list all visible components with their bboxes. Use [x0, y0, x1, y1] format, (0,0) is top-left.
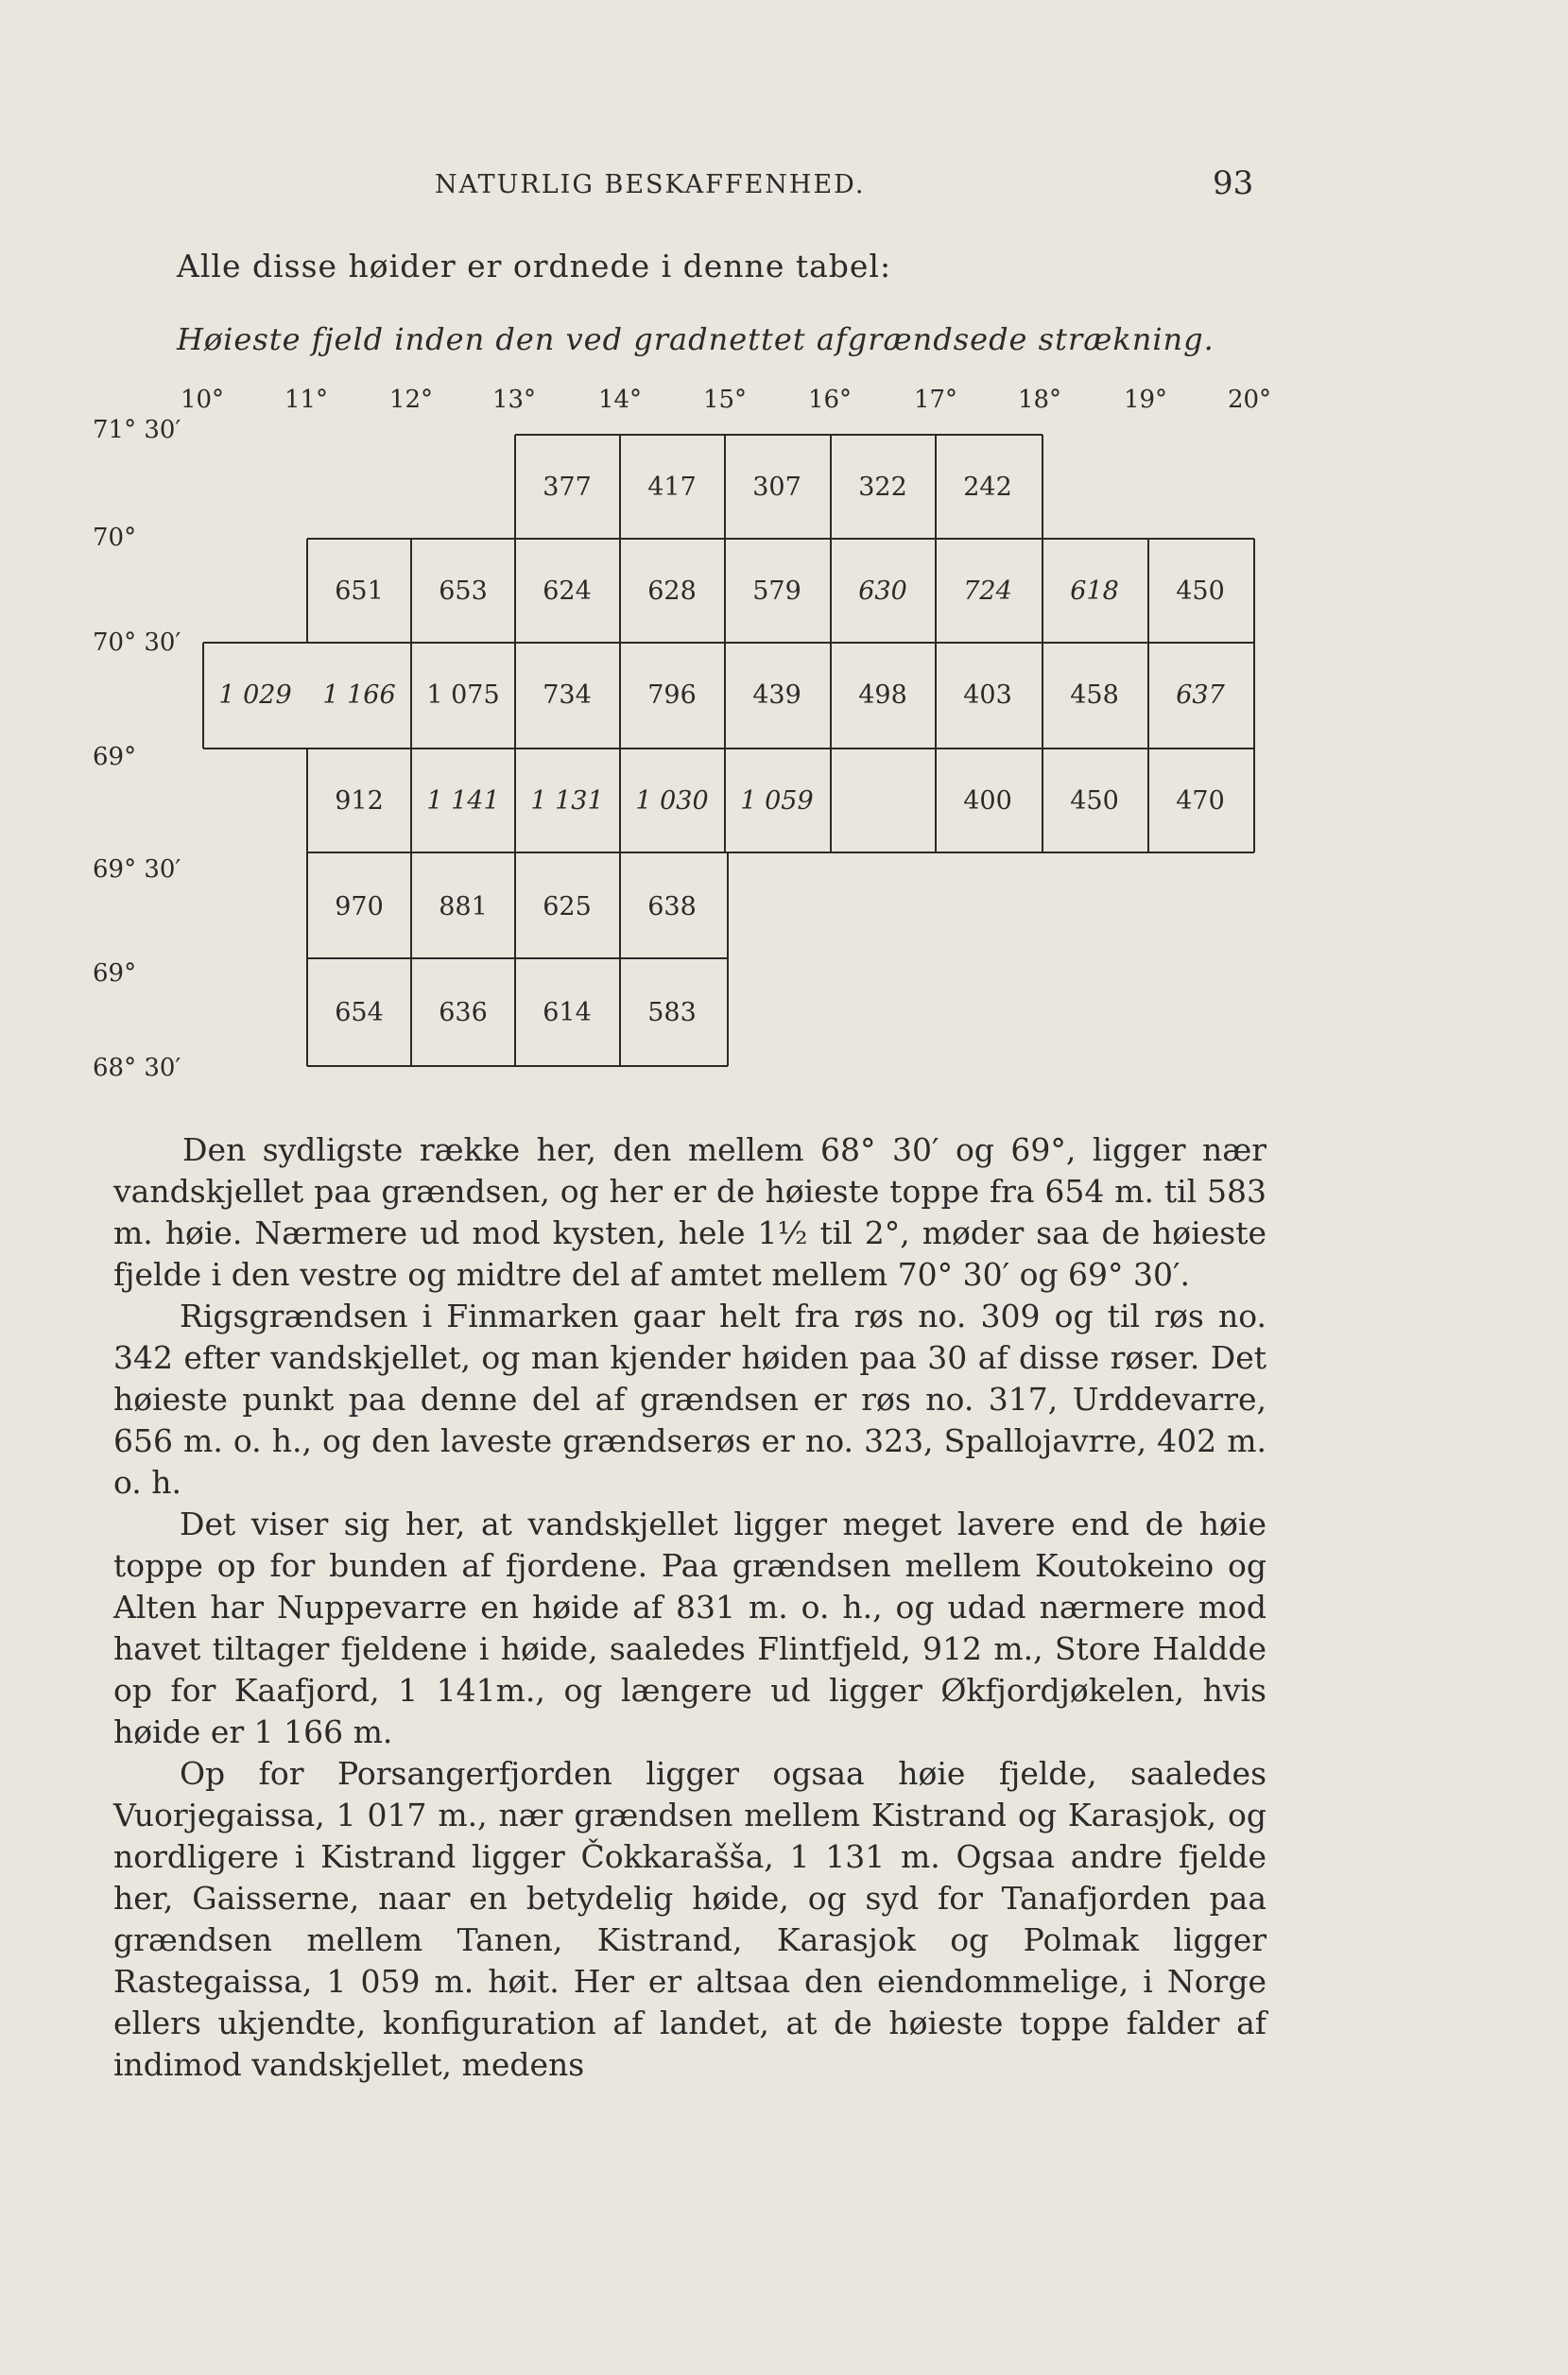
- table-cell: 638: [647, 891, 697, 921]
- table-cell: 307: [752, 472, 801, 502]
- lon-label: 10°: [180, 386, 225, 414]
- table-cell: 403: [963, 680, 1012, 710]
- lat-label: 68° 30′: [93, 1054, 181, 1082]
- lon-label: 15°: [702, 386, 748, 414]
- table-cell: 242: [963, 472, 1012, 502]
- table-cell: 624: [543, 576, 592, 606]
- table-caption: Høieste fjeld inden den ved gradnettet afgrændsede strækning.: [177, 321, 1215, 357]
- table-cell: 970: [335, 891, 384, 921]
- table-cell: 450: [1176, 576, 1225, 606]
- table-cell: 881: [439, 891, 488, 921]
- lat-label: 69°: [93, 743, 137, 771]
- table-cell: 1 059: [740, 785, 814, 816]
- lat-label: 71° 30′: [93, 416, 181, 444]
- table-cell: 618: [1070, 576, 1119, 606]
- table-cell: 651: [335, 576, 384, 606]
- body-text: [113, 1129, 1266, 2086]
- table-cell: 1 030: [635, 785, 709, 816]
- table-cell: 498: [858, 680, 907, 710]
- lat-label: 70°: [93, 524, 137, 552]
- intro-line: Alle disse høider er ordnede i denne tabel:: [177, 248, 892, 284]
- lat-label: 70° 30′: [93, 628, 181, 657]
- table-cell: 796: [647, 680, 697, 710]
- page-number: 93: [1213, 164, 1254, 202]
- paragraph: Det viser sig her, at vandskjellet ligger meget lavere end de høie toppe op for bunden af fjordene. Paa grændsen mellem Koutokeino og Alten har Nuppevarre en høide af 831 m. o. h., og udad nærmere mod havet tiltager fjeldene i høide, saaledes Flintfjeld, 912 m., Store Haldde op for Kaafjord, 1 141m., og længere ud ligger Økfjordjøkelen, hvis høide er 1 166 m.: [113, 1506, 1266, 1750]
- table-cell: 400: [963, 785, 1012, 816]
- paragraph: Op for Porsangerfjorden ligger ogsaa høie fjelde, saaledes Vuorjegaissa, 1 017 m., nær grændsen mellem Kistrand og Karasjok, og nordligere i Kistrand ligger Čokkarašša, 1 131 m. Ogsaa andre fjelde her, Gaisserne, naar en betydelig høide, og syd for Tanafjorden paa grændsen mellem Tanen, Kistrand, Karasjok og Polmak ligger Rastegaissa, 1 059 m. høit. Her er altsaa den eiendommelige, i Norge ellers ukjendte, konfiguration af landet, at de høieste toppe falder af indimod vandskjellet, medens: [113, 1755, 1266, 2083]
- lon-label: 17°: [913, 386, 958, 414]
- table-cell: 439: [752, 680, 801, 710]
- table-cell: 654: [335, 997, 384, 1027]
- table-cell: 724: [963, 576, 1012, 606]
- paragraph: Rigsgrændsen i Finmarken gaar helt fra røs no. 309 og til røs no. 342 efter vandskjellet, og man kjender høiden paa 30 af disse røser. Det høieste punkt paa denne del af grændsen er røs no. 317, Urddevarre, 656 m. o. h., og den laveste grændserøs er no. 323, Spallojavrre, 402 m. o. h.: [113, 1298, 1266, 1501]
- table-cell: 1 131: [530, 785, 604, 816]
- table-cell: 637: [1176, 680, 1225, 710]
- table-cell: 636: [439, 997, 488, 1027]
- lon-label: 19°: [1123, 386, 1168, 414]
- running-head: NATURLIG BESKAFFENHED.: [435, 170, 866, 199]
- lon-label: 14°: [597, 386, 643, 414]
- table-cell: 912: [335, 785, 384, 816]
- table-cell: 579: [752, 576, 801, 606]
- lon-label: 13°: [491, 386, 537, 414]
- lat-label: 69°: [93, 959, 137, 988]
- table-cell: [831, 749, 935, 852]
- table-cell: 458: [1070, 680, 1119, 710]
- table-cell: 1 166: [322, 680, 396, 710]
- lon-label: 20°: [1227, 386, 1272, 414]
- table-cell: 734: [543, 680, 592, 710]
- lon-label: 18°: [1017, 386, 1062, 414]
- lon-label: 16°: [807, 386, 853, 414]
- table-cell: 417: [647, 472, 697, 502]
- table-cell: 450: [1070, 785, 1119, 816]
- table-cell: 653: [439, 576, 488, 606]
- lon-label: 11°: [284, 386, 329, 414]
- table-cell: 630: [858, 576, 907, 606]
- table-cell: 1 141: [426, 785, 500, 816]
- table-cell: 628: [647, 576, 697, 606]
- table-cell: 1 029: [218, 680, 292, 710]
- table-cell: 377: [543, 472, 592, 502]
- lon-label: 12°: [388, 386, 434, 414]
- lat-label: 69° 30′: [93, 855, 181, 884]
- table-cell: 614: [543, 997, 592, 1027]
- table-cell: 625: [543, 891, 592, 921]
- table-cell: 470: [1176, 785, 1225, 816]
- paragraph: Den sydligste række her, den mellem 68° 30′ og 69°, ligger nær vandskjellet paa grændsen, og her er de høieste toppe fra 654 m. til 583 m. høie. Nærmere ud mod kysten, hele 1½ til 2°, møder saa de høieste fjelde i den vestre og midtre del af amtet mellem 70° 30′ og 69° 30′.: [113, 1131, 1266, 1293]
- table-cell: 1 075: [426, 680, 500, 710]
- table-cell: 322: [858, 472, 907, 502]
- table-cell: 583: [647, 997, 697, 1027]
